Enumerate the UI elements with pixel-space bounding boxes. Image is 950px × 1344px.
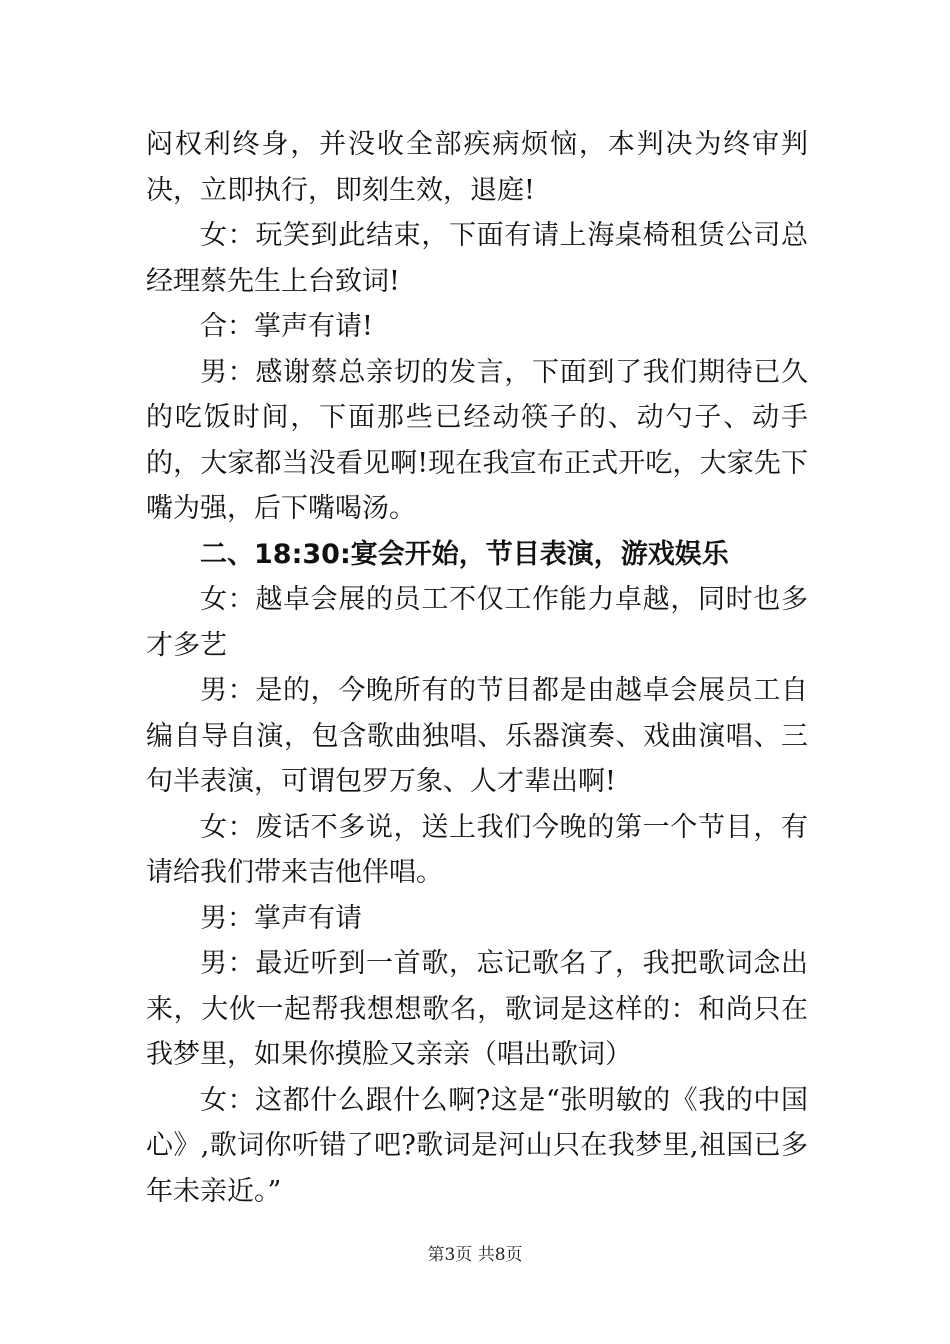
body-text (146, 122, 808, 1214)
paragraph-male-applause: 男：掌声有请 (200, 902, 362, 934)
paragraph-female-invite: 女：玩笑到此结束，下面有请上海桌椅租赁公司总经理蔡先生上台致词! (146, 220, 808, 297)
paragraph-male-dinner: 男：感谢蔡总亲切的发言，下面到了我们期待已久的吃饭时间，下面那些已经动筷子的、动勺子、动手的，大家都当没看见啊!现在我宣布正式开吃，大家先下嘴为强，后下嘴喝汤。 (146, 356, 808, 524)
paragraph-together-applause: 合：掌声有请! (200, 311, 373, 342)
paragraph-female-lyrics: 女：这都什么跟什么啊?这是“张明敏的《我的中国心》,歌词你听错了吧?歌词是河山只在我梦里,祖国已多年未亲近。” (146, 1084, 808, 1207)
page-footer: 第3页 共8页 (427, 1245, 523, 1265)
paragraph-male-programs: 男：是的，今晚所有的节目都是由越卓会展员工自编自导自演，包含歌曲独唱、乐器演奏、戏曲演唱、三句半表演，可谓包罗万象、人才辈出啊! (146, 675, 808, 797)
paragraph-female-first-act: 女：废话不多说，送上我们今晚的第一个节目，有请给我们带来吉他伴唱。 (146, 811, 808, 888)
section-heading: 二、18:30:宴会开始，节目表演，游戏娱乐 (200, 538, 729, 570)
paragraph-female-talent: 女：越卓会展的员工不仅工作能力卓越，同时也多才多艺 (146, 584, 808, 661)
paragraph-male-song: 男：最近听到一首歌，忘记歌名了，我把歌词念出来，大伙一起帮我想想歌名，歌词是这样的：和尚只在我梦里，如果你摸脸又亲亲（唱出歌词） (146, 948, 808, 1070)
paragraph-verdict-end: 闷权利终身，并没收全部疾病烦恼，本判决为终审判决，立即执行，即刻生效，退庭! (146, 129, 808, 206)
